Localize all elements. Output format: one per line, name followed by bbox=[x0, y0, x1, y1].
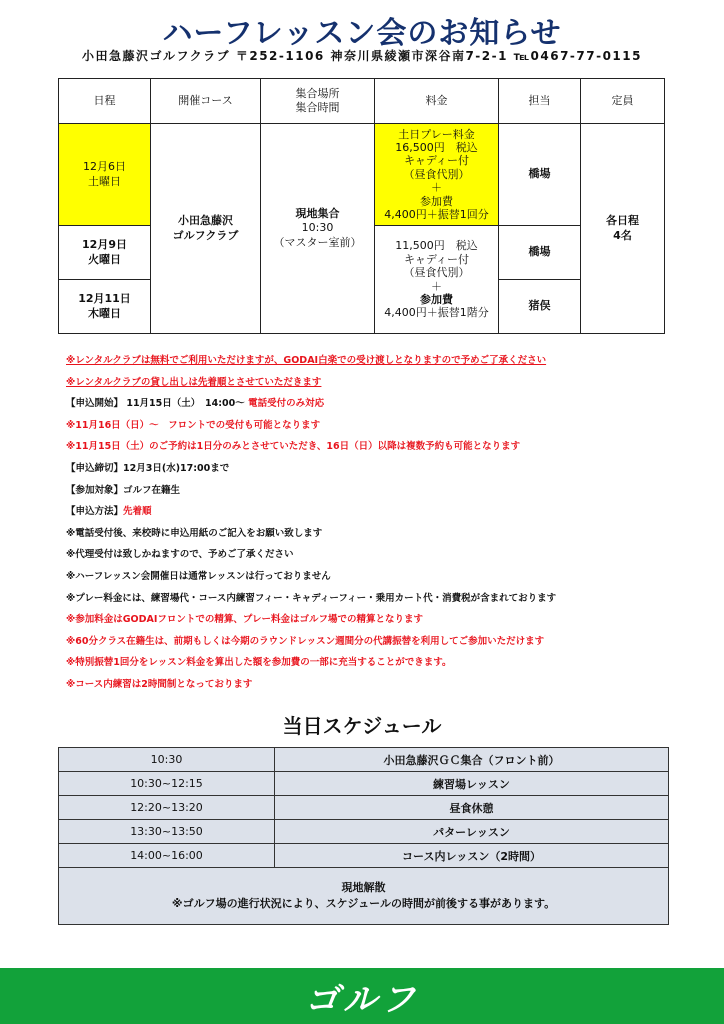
table-row bbox=[59, 772, 669, 796]
schedule-time: 13:30~13:50 bbox=[59, 820, 275, 844]
staff-cell: 橋場 bbox=[499, 124, 581, 226]
table-row bbox=[59, 796, 669, 820]
table-row bbox=[59, 820, 669, 844]
table-row bbox=[59, 844, 669, 868]
note-application-start: 【申込開始】 11月15日（土） 14:00～ 電話受付のみ対応 bbox=[66, 398, 325, 410]
header-fee: 料金 bbox=[375, 79, 499, 124]
note-proxy: ※代理受付は致しかねますので、予めご了承ください bbox=[66, 549, 294, 561]
table-row bbox=[59, 868, 669, 925]
note-front-desk: ※11月16日（日）～ フロントでの受付も可能となります bbox=[66, 419, 321, 431]
note-deadline: 【申込締切】12月3日(水)17:00まで bbox=[66, 462, 230, 474]
note-payment: ※参加料金はGODAIフロントでの精算、プレー料金はゴルフ場での精算となります bbox=[66, 614, 424, 626]
header-course: 開催コース bbox=[151, 79, 261, 124]
schedule-closing: 現地解散 ※ゴルフ場の進行状況により、スケジュールの時間が前後する事があります。 bbox=[59, 868, 669, 925]
page-title: ハーフレッスン会のお知らせ bbox=[162, 16, 562, 51]
golf-logo: ゴルフ bbox=[305, 979, 419, 1020]
club-info bbox=[0, 47, 724, 64]
table-header-row bbox=[59, 79, 665, 124]
date-cell: 12月11日 木曜日 bbox=[59, 280, 151, 334]
note-method: 【申込方法】先着順 bbox=[66, 506, 152, 518]
note-reservation-limit: ※11月15日（土）のご予約は1日分のみとさせていただき、16日（日）以降は複数予約も可能となります bbox=[66, 441, 521, 453]
schedule-time: 10:30 bbox=[59, 748, 275, 772]
club-name: 小田急藤沢ゴルフクラブ bbox=[82, 49, 231, 63]
header-staff: 担当 bbox=[499, 79, 581, 124]
schedule-table bbox=[58, 747, 669, 925]
schedule-event: 練習場レッスン bbox=[275, 772, 669, 796]
header-capacity: 定員 bbox=[581, 79, 665, 124]
date-cell: 12月6日 土曜日 bbox=[59, 124, 151, 226]
footer-banner bbox=[0, 968, 724, 1024]
staff-cell: 猪俣 bbox=[499, 280, 581, 334]
schedule-event: コース内レッスン（2時間） bbox=[275, 844, 669, 868]
meeting-cell: 現地集合 10:30 （マスター室前） bbox=[261, 124, 375, 334]
course-cell: 小田急藤沢 ゴルフクラブ bbox=[151, 124, 261, 334]
schedule-event: 小田急藤沢ＧＣ集合（フロント前） bbox=[275, 748, 669, 772]
note-rental-club: ※レンタルクラブは無料でご利用いただけますが、GODAI白楽での受け渡しとなりますので予めご了承ください bbox=[66, 355, 547, 366]
note-form: ※電話受付後、来校時に申込用紙のご記入をお願い致します bbox=[66, 527, 323, 539]
capacity-cell: 各日程 4名 bbox=[581, 124, 665, 334]
table-row bbox=[59, 748, 669, 772]
lesson-table bbox=[58, 78, 665, 334]
fee-weekend-cell: 土日プレー料金 16,500円 税込 キャディー付 （昼食代別） ＋ 参加費 4,400円＋振替1回分 bbox=[375, 124, 499, 226]
fee-weekday-cell: 11,500円 税込 キャディー付 （昼食代別） ＋ 参加費 4,400円＋振替1階分 bbox=[375, 226, 499, 334]
note-course-practice: ※コース内練習は2時間制となっております bbox=[66, 678, 253, 690]
schedule-time: 10:30~12:15 bbox=[59, 772, 275, 796]
note-rental-order: ※レンタルクラブの貸し出しは先着順とさせていただきます bbox=[66, 376, 322, 388]
note-play-fee: ※プレー料金には、練習場代・コース内練習フィー・キャディーフィー・乗用カート代・消費税が含まれております bbox=[66, 592, 557, 604]
note-60min-class: ※60分クラス在籍生は、前期もしくは今期のラウンドレッスン週間分の代講振替を利用してご参加いただけます bbox=[66, 635, 545, 647]
schedule-title: 当日スケジュール bbox=[282, 714, 442, 738]
schedule-time: 14:00~16:00 bbox=[59, 844, 275, 868]
staff-cell: 橋場 bbox=[499, 226, 581, 280]
schedule-event: パターレッスン bbox=[275, 820, 669, 844]
note-regular-lessons: ※ハーフレッスン会開催日は通常レッスンは行っておりません bbox=[66, 570, 331, 582]
header-meeting: 集合場所 集合時間 bbox=[261, 79, 375, 124]
club-address: 〒252-1106 神奈川県綾瀬市深谷南7-2-1 bbox=[235, 49, 508, 63]
schedule-event: 昼食休憩 bbox=[275, 796, 669, 820]
date-cell: 12月9日 火曜日 bbox=[59, 226, 151, 280]
note-special-transfer: ※特別振替1回分をレッスン料金を算出した額を参加費の一部に充当することができます。 bbox=[66, 657, 452, 669]
note-target: 【参加対象】ゴルフ在籍生 bbox=[66, 484, 181, 496]
schedule-time: 12:20~13:20 bbox=[59, 796, 275, 820]
table-row bbox=[59, 124, 665, 226]
club-tel: ℡0467-77-0115 bbox=[513, 49, 642, 63]
header-date: 日程 bbox=[59, 79, 151, 124]
notes-list bbox=[66, 350, 706, 696]
